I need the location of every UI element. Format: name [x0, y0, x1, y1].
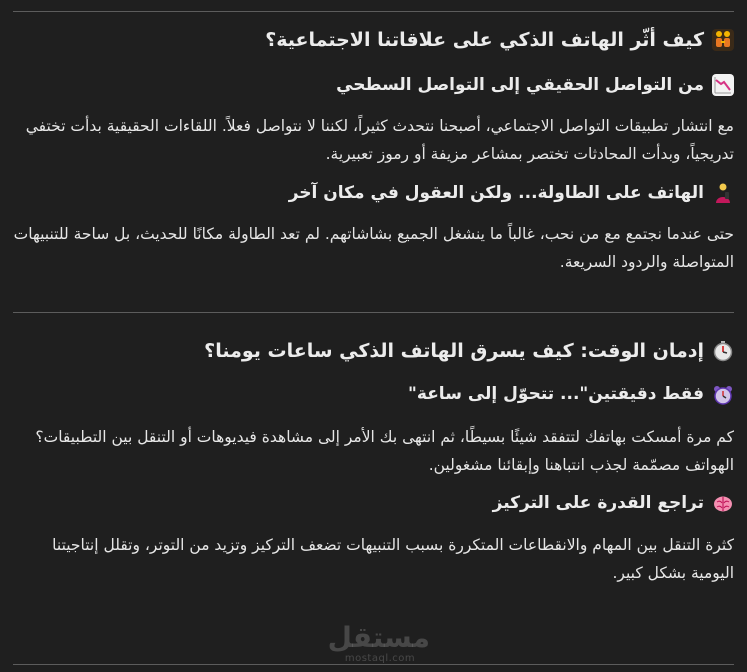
subsection-heading-focus-decline	[13, 493, 734, 515]
watermark-arabic: مستقل	[327, 621, 430, 654]
section-title-time-addiction	[13, 340, 734, 363]
watermark-latin: mostaql.com	[344, 653, 416, 664]
article-page	[0, 11, 747, 672]
subsection-heading-text: الهاتف على الطاولة... ولكن العقول في مكان آخر	[288, 182, 704, 203]
section-title-text: كيف أثّر الهاتف الذكي على علاقاتنا الاجتماعية؟	[265, 29, 704, 51]
subsection-heading-text: تراجع القدرة على التركيز	[492, 493, 704, 514]
top-divider	[13, 11, 734, 12]
chart-decreasing-icon	[712, 74, 734, 96]
middle-divider	[13, 312, 734, 313]
people-holding-hands-icon	[712, 29, 734, 51]
bottom-divider	[13, 664, 734, 665]
subsection-heading-two-minutes	[13, 384, 734, 406]
paragraph-two-minutes: كم مرة أمسكت بهاتفك لتتفقد شيئًا بسيطًا، ثم انتهى بك الأمر إلى مشاهدة فيديوهات أو التنقل بين التطبيقات؟ الهواتف مصمّمة لجذب انتباهنا وإبقائنا مشغولين.	[35, 427, 734, 474]
mostaql-watermark	[327, 621, 430, 665]
brain-icon	[712, 493, 734, 515]
subsection-heading-real-to-superficial	[13, 74, 734, 96]
paragraph-phone-on-table: حتى عندما نجتمع مع من نحب، غالباً ما ينشغل الجميع بشاشاتهم. لم تعد الطاولة مكانًا للحديث، بل ساحة للتنبيهات المتواصلة والردود السريعة.	[13, 224, 734, 271]
stopwatch-icon	[712, 340, 734, 362]
person-with-phone-icon	[712, 182, 734, 204]
subsection-heading-text: من التواصل الحقيقي إلى التواصل السطحي	[336, 74, 704, 95]
section-title-text: إدمان الوقت: كيف يسرق الهاتف الذكي ساعات يومنا؟	[204, 339, 704, 362]
subsection-heading-phone-on-table	[13, 182, 734, 204]
paragraph-focus-decline: كثرة التنقل بين المهام والانقطاعات المتكررة بسبب التنبيهات تضعف التركيز وتزيد من التوتر، وتقلل إنتاجيتنا اليومية بشكل كبير.	[52, 535, 734, 582]
section-title-social	[13, 29, 734, 52]
subsection-heading-text: فقط دقيقتين"... تتحوّل إلى ساعة"	[408, 384, 704, 405]
paragraph-real-to-superficial: مع انتشار تطبيقات التواصل الاجتماعي، أصبحنا نتحدث كثيراً، لكننا لا نتواصل فعلاً. اللقاءات الحقيقية بدأت تختفي تدريجياً، وبدأت المحادثات تختصر بمشاعر مزيفة أو رموز تعبيرية.	[25, 116, 734, 163]
alarm-clock-icon	[712, 384, 734, 406]
